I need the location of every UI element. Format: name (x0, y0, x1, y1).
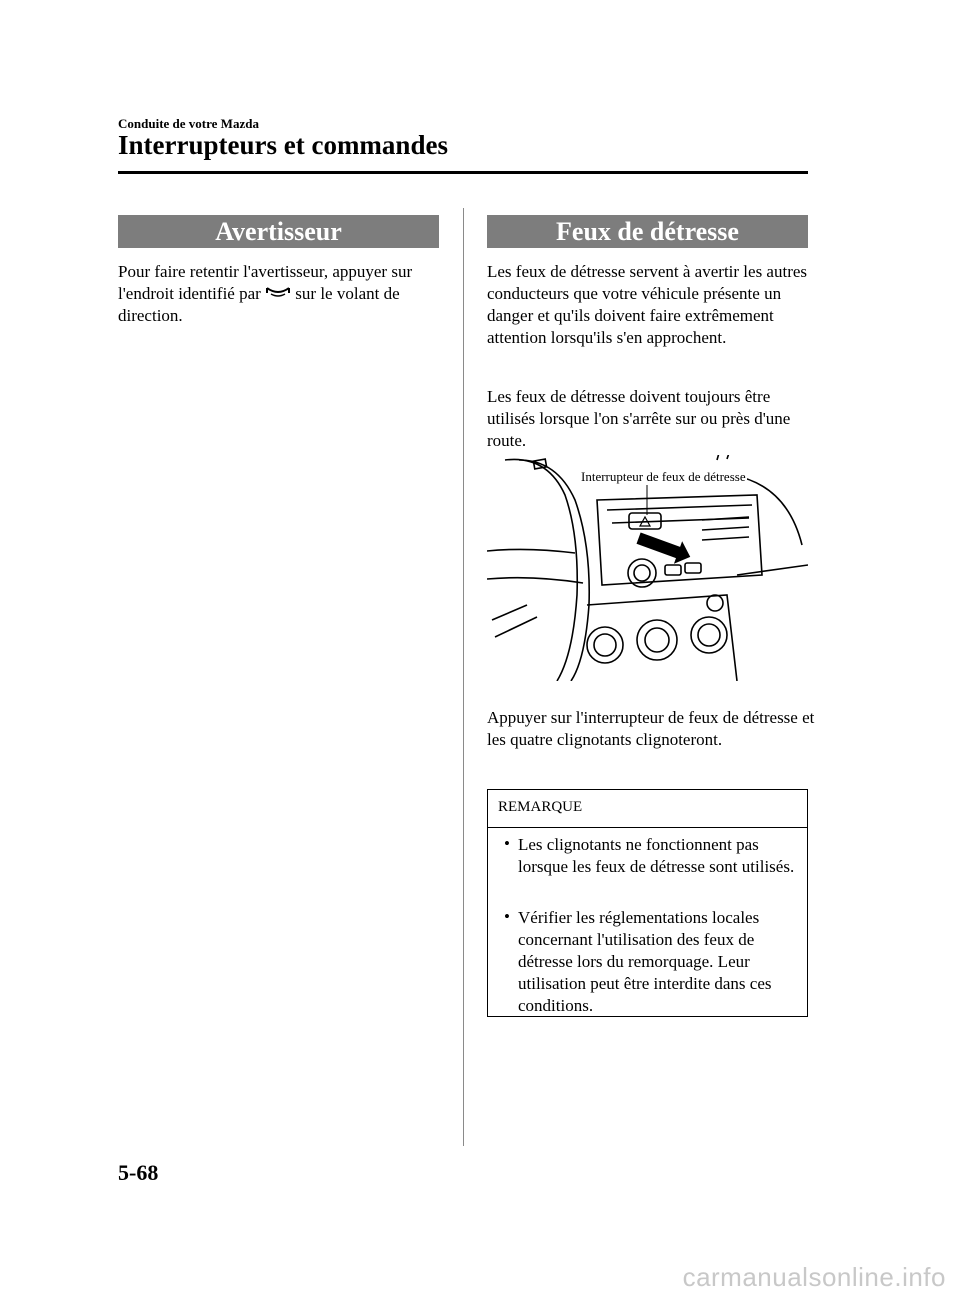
chapter-title: Conduite de votre Mazda (118, 116, 259, 131)
horn-text-after: sur le volant de direction. (118, 284, 400, 325)
header-rule (118, 171, 808, 174)
note-title: REMARQUE (498, 799, 583, 815)
hazard-paragraph-2: Les feux de détresse doivent toujours être utilisés lorsque l'on s'arrête sur ou près d'une route. (487, 387, 791, 450)
section-title: Interrupteurs et commandes (118, 130, 448, 160)
bullet-icon: • (504, 834, 510, 853)
hazard-paragraph-3: Appuyer sur l'interrupteur de feux de détresse et les quatre clignotants clignoteront. (487, 708, 815, 749)
horn-icon (265, 286, 291, 298)
watermark: carmanualsonline.info (682, 1262, 946, 1292)
hazard-paragraph-1: Les feux de détresse servent à avertir les autres conducteurs que votre véhicule présente un danger et qu'ils doivent faire extrêmement attention lorsqu'ils s'en approchent. (487, 262, 808, 347)
hazard-section-banner: Feux de détresse (487, 215, 808, 248)
page-number: 5-68 (118, 1160, 159, 1185)
horn-paragraph (118, 261, 448, 327)
column-divider (463, 208, 464, 1146)
note-box (487, 789, 808, 1017)
hazard-switch-label: Interrupteur de feux de détresse (581, 469, 746, 484)
note-bullet-2: Vérifier les réglementations locales concernant l'utilisation des feux de détresse lors du remorquage. Leur utilisation peut être interdite dans ces conditions. (518, 908, 772, 1015)
dashboard-illustration (487, 455, 808, 681)
note-header (488, 790, 807, 828)
bullet-icon: • (504, 907, 510, 926)
horn-section-banner: Avertisseur (118, 215, 439, 248)
note-bullet-1: Les clignotants ne fonctionnent pas lorsque les feux de détresse sont utilisés. (518, 835, 795, 876)
horn-text-before: Pour faire retentir l'avertisseur, appuyer sur l'endroit identifié par (118, 262, 413, 303)
